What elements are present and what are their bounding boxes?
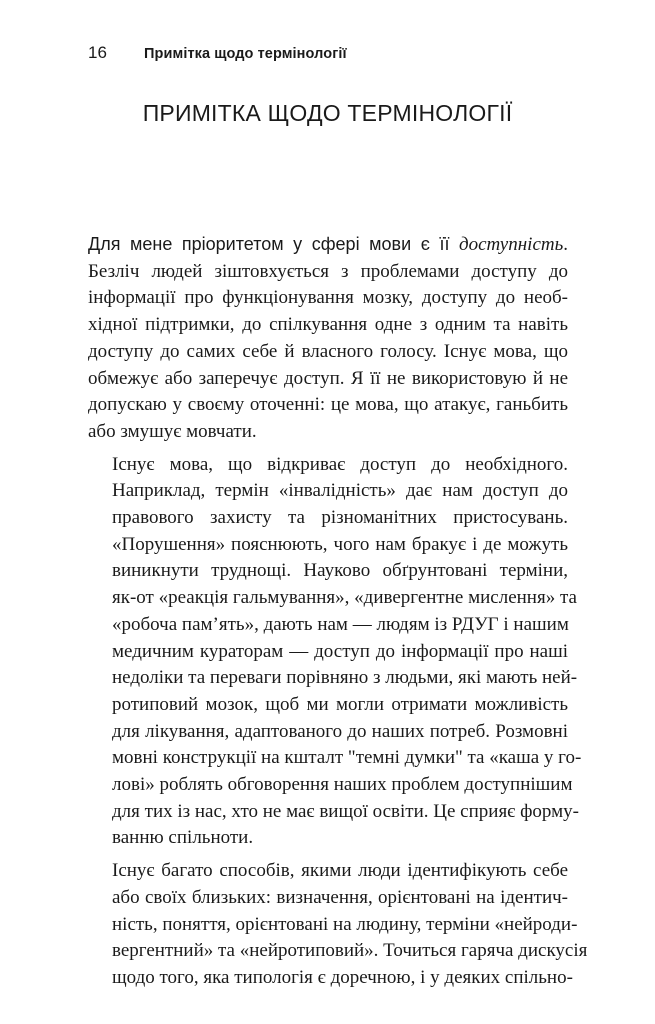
text-line: вергентний» та «нейротиповий». Точиться гаряча дискусія — [112, 940, 588, 962]
text-line: або змушує мовчати. — [88, 420, 257, 442]
page-number: 16 — [88, 43, 107, 62]
text-line: обмежує або заперечує доступ. Я її не використовую й не — [88, 367, 568, 389]
text-line: або своїх близьких: визначення, орієнтовані на ідентич- — [112, 886, 568, 908]
text-line: «робоча пам’ять», дають нам — людям із РДУГ і нашим — [112, 613, 569, 635]
paragraph-2 — [88, 452, 582, 853]
running-title: Примітка щодо термінології — [144, 46, 347, 62]
text-line: доступу до самих себе й власного голосу. Існує мова, що — [88, 340, 568, 362]
text-line: ванню спільноти. — [112, 827, 254, 849]
body-text — [88, 231, 588, 992]
text-line: Існує мова, що відкриває доступ до необхідного. — [112, 453, 568, 475]
text-line: хідної підтримки, до спілкування одне з одним та навіть — [88, 314, 568, 336]
text-line: лові» роблять обговорення наших проблем доступнішим — [112, 774, 573, 796]
text-line: щодо того, яка типологія є доречною, і у деяких спільно- — [112, 966, 573, 988]
text-line: Безліч людей зіштовхується з проблемами доступу до — [88, 260, 568, 282]
paragraph-3 — [88, 858, 588, 992]
text-line: Наприклад, термін «інвалідність» дає нам доступ до — [112, 480, 568, 502]
paragraph-1-lead: Для мене пріоритетом у сфері мови є її — [88, 234, 460, 254]
text-line: як-от «реакція гальмування», «дивергентне мислення» та — [112, 587, 577, 609]
text-line: ність, поняття, орієнтовані на людину, терміни «нейроди- — [112, 913, 578, 935]
paragraph-1-emphasis: доступність — [459, 234, 564, 255]
text-line: для лікування, адаптованого до наших потреб. Розмовні — [112, 720, 568, 742]
text-line: виникнути труднощі. Науково обґрунтовані терміни, — [112, 560, 568, 582]
paragraph-1-lead-end: . — [563, 234, 568, 255]
text-line: мовні конструкції на кшталт "темні думки" та «каша у го- — [112, 747, 582, 769]
paragraph-1 — [88, 231, 568, 446]
running-header — [88, 43, 347, 67]
text-line: «Порушення» пояснюють, чого нам бракує і де можуть — [112, 533, 568, 555]
text-line: правового захисту та різноманітних пристосувань. — [112, 507, 568, 529]
paragraph-1-first-line — [88, 231, 568, 259]
text-line: для тих із нас, хто не має вищої освіти. Це сприяє форму- — [112, 800, 579, 822]
text-line: допускаю у своєму оточенні: це мова, що атакує, ганьбить — [88, 394, 568, 416]
text-line: медичним кураторам — доступ до інформації про наші — [112, 640, 568, 662]
text-line: недоліки та переваги порівняно з людьми, які мають ней- — [112, 667, 578, 689]
text-line: Існує багато способів, якими люди ідентифікують себе — [112, 860, 568, 882]
text-line: ротиповий мозок, щоб ми могли отримати можливість — [112, 693, 568, 715]
chapter-title: ПРИМІТКА ЩОДО ТЕРМІНОЛОГІЇ — [142, 100, 513, 126]
text-line: інформації про функціонування мозку, доступу до необ- — [88, 287, 568, 309]
